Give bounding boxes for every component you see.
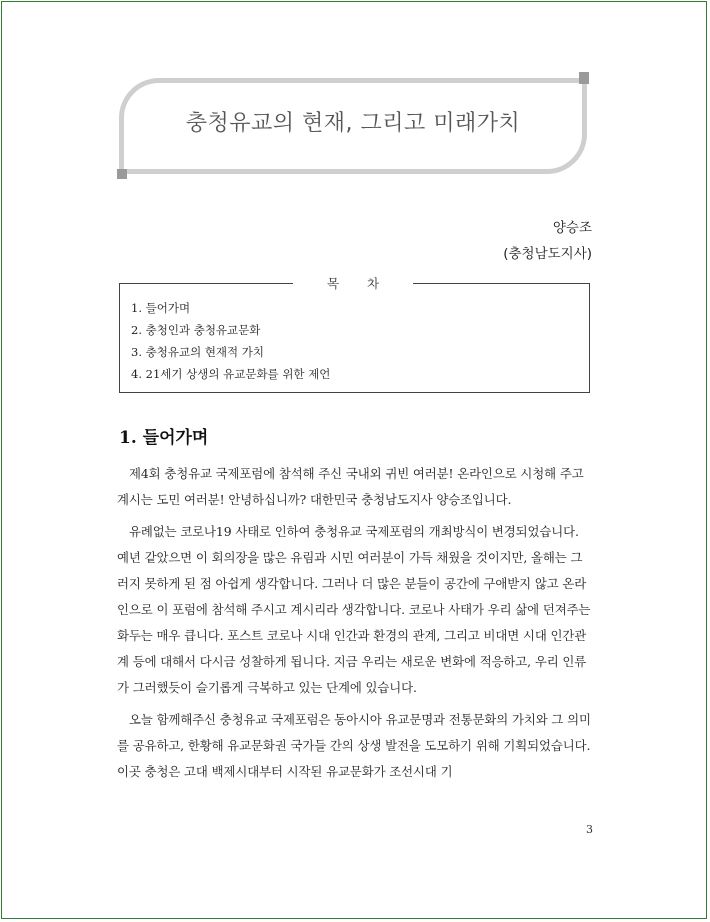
title-banner-accent xyxy=(579,72,589,84)
toc-item: 1. 들어가며 xyxy=(131,301,191,315)
toc-item: 3. 충청유교의 현재적 가치 xyxy=(131,345,265,359)
author-affiliation: (충청남도지사) xyxy=(503,246,592,262)
body-text xyxy=(117,461,591,791)
author-block xyxy=(503,215,592,267)
paragraph: 제4회 충청유교 국제포럼에 참석해 주신 국내외 귀빈 여러분! 온라인으로 시청해 주고 계시는 도민 여러분! 안녕하십니까? 대한민국 충청남도지사 양승조입니다. xyxy=(117,466,584,507)
title-banner-accent xyxy=(117,169,127,179)
paragraph: 유례없는 코로나19 사태로 인하여 충청유교 국제포럼의 개최방식이 변경되었습니다. 예년 같았으면 이 회의장을 많은 유림과 시민 여러분이 가득 채웠을 것이지만, 올해는 그러지 못하게 된 점 아쉽게 생각합니다. 그러나 더 많은 분들이 공간에 구애받지 않고 온라인으로 이 포럼에 참석해 주시고 계시리라 생각합니다. 코로나 사태가 우리 삶에 던져주는 화두는 매우 큽니다. 포스트 코로나 시대 인간과 환경의 관계, 그리고 비대면 시대 인간관계 등에 대해서 다시금 성찰하게 됩니다. 지금 우리는 새로운 변화에 적응하고, 우리 인류가 그러했듯이 슬기롭게 극복하고 있는 단계에 있습니다. xyxy=(117,524,591,695)
toc-item: 4. 21세기 상생의 유교문화를 위한 제언 xyxy=(131,367,331,381)
toc-list xyxy=(131,297,330,385)
toc-title: 목 차 xyxy=(293,274,413,292)
section-heading: 1. 들어가며 xyxy=(119,428,209,448)
page-title: 충청유교의 현재, 그리고 미래가치 xyxy=(185,111,521,136)
author-name: 양승조 xyxy=(552,220,592,236)
toc-item: 2. 충청인과 충청유교문화 xyxy=(131,323,261,337)
page-number: 3 xyxy=(586,823,593,836)
paragraph: 오늘 함께해주신 충청유교 국제포럼은 동아시아 유교문명과 전통문화의 가치와 그 의미를 공유하고, 한황해 유교문화권 국가들 간의 상생 발전을 도모하기 위해 기획되었습니다. 이곳 충청은 고대 백제시대부터 시작된 유교문화가 조선시대 기 xyxy=(117,712,591,779)
